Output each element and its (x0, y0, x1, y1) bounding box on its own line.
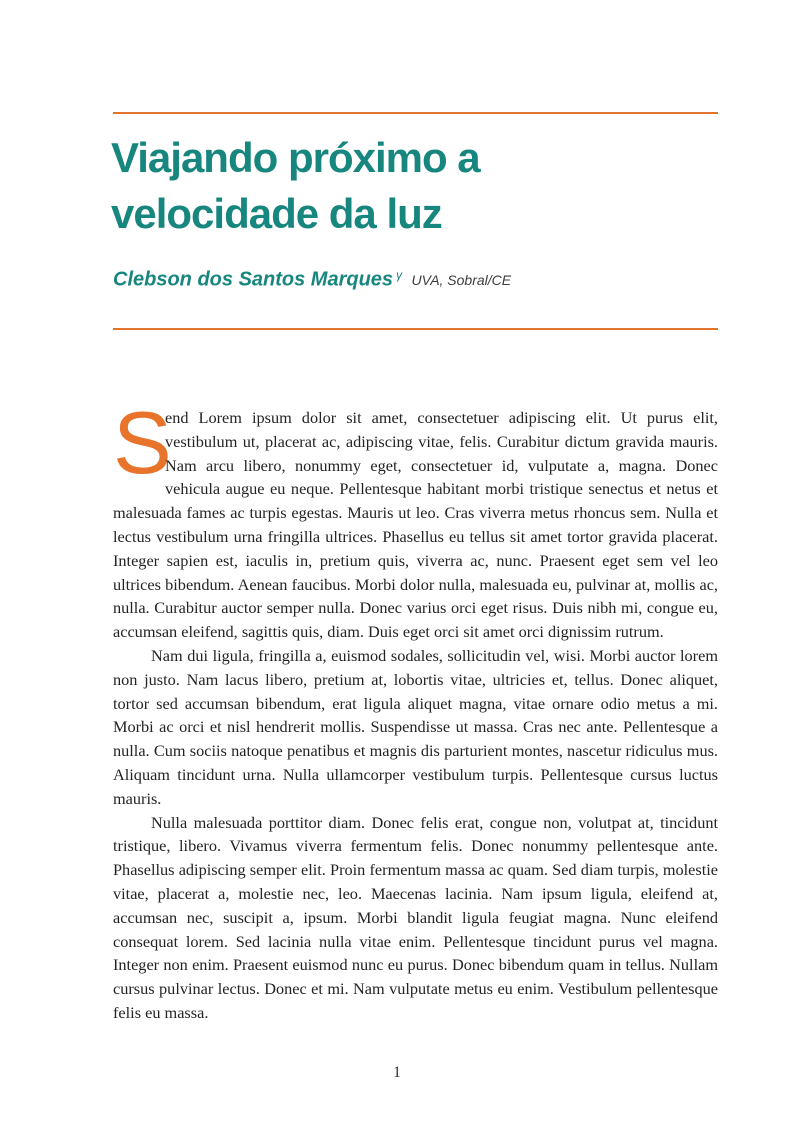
author-affiliation: UVA, Sobral/CE (411, 272, 512, 289)
page-number: 1 (393, 1064, 401, 1081)
paragraph-2: Nam dui ligula, fringilla a, euismod sodales, sollicitudin vel, wisi. Morbi auctor lorem non justo. Nam lacus libero, pretium at, lobortis vitae, ultricies et, tellus. Donec aliquet, tortor sed accumsan bibendum, erat ligula aliquet magna, vitae ornare odio metus a mi. Morbi ac orci et nisl hendrerit mollis. Suspendisse ut massa. Cras nec ante. Pellentesque a nulla. Cum sociis natoque penatibus et magnis dis parturient montes, nascetur ridiculus mus. Aliquam tincidunt urna. Nulla ullamcorper vestibulum turpis. Pellentesque cursus luctus mauris. (113, 645, 718, 808)
paragraph-1 (113, 393, 718, 644)
author-line (113, 268, 511, 291)
dropcap-letter: S (113, 393, 172, 492)
header-bottom-rule (113, 328, 718, 330)
article-body (113, 393, 718, 1025)
page-footer (0, 1064, 794, 1082)
page-title: Viajando próximo a velocidade da luz (111, 134, 480, 237)
paragraph-1-text: end Lorem ipsum dolor sit amet, consectetuer adipiscing elit. Ut purus elit, vestibulum ut, placerat ac, adipiscing vitae, felis. Curabitur dictum gravida mauris. Nam arcu libero, nonummy eget, consectetuer id, vulputate a, magna. Donec vehicula augue eu neque. Pellentesque habitant morbi tristique senectus et netus et malesuada fames ac turpis egestas. Mauris ut leo. Cras viverra metus rhoncus sem. Nulla et lectus vestibulum urna fringilla ultrices. Phasellus eu tellus sit amet tortor gravida placerat. Integer sapien est, iaculis in, pretium quis, viverra ac, nunc. Praesent eget sem vel leo ultrices bibendum. Aenean faucibus. Morbi dolor nulla, malesuada eu, pulvinar at, mollis ac, nulla. Curabitur auctor semper nulla. Donec varius orci eget risus. Duis nibh mi, congue eu, accumsan eleifend, sagittis quis, diam. Duis eget orci sit amet orci dignissim rutrum. (113, 408, 718, 642)
author-name: Clebson dos Santos Marques (113, 268, 394, 291)
author-footnote-mark: γ (396, 268, 403, 282)
header-top-rule (113, 112, 718, 114)
paragraph-3: Nulla malesuada porttitor diam. Donec felis erat, congue non, volutpat at, tincidunt tristique, libero. Vivamus viverra fermentum felis. Donec nonummy pellentesque ante. Phasellus adipiscing semper elit. Proin fermentum massa ac quam. Sed diam turpis, molestie vitae, placerat a, molestie nec, leo. Maecenas lacinia. Nam ipsum ligula, eleifend at, accumsan nec, suscipit a, ipsum. Morbi blandit ligula feugiat magna. Nunc eleifend consequat lorem. Sed lacinia nulla vitae enim. Pellentesque tincidunt purus vel magna. Integer non enim. Praesent euismod nunc eu purus. Donec bibendum quam in tellus. Nullam cursus pulvinar lectus. Donec et mi. Nam vulputate metus eu enim. Vestibulum pellentesque felis eu massa. (113, 812, 718, 1022)
